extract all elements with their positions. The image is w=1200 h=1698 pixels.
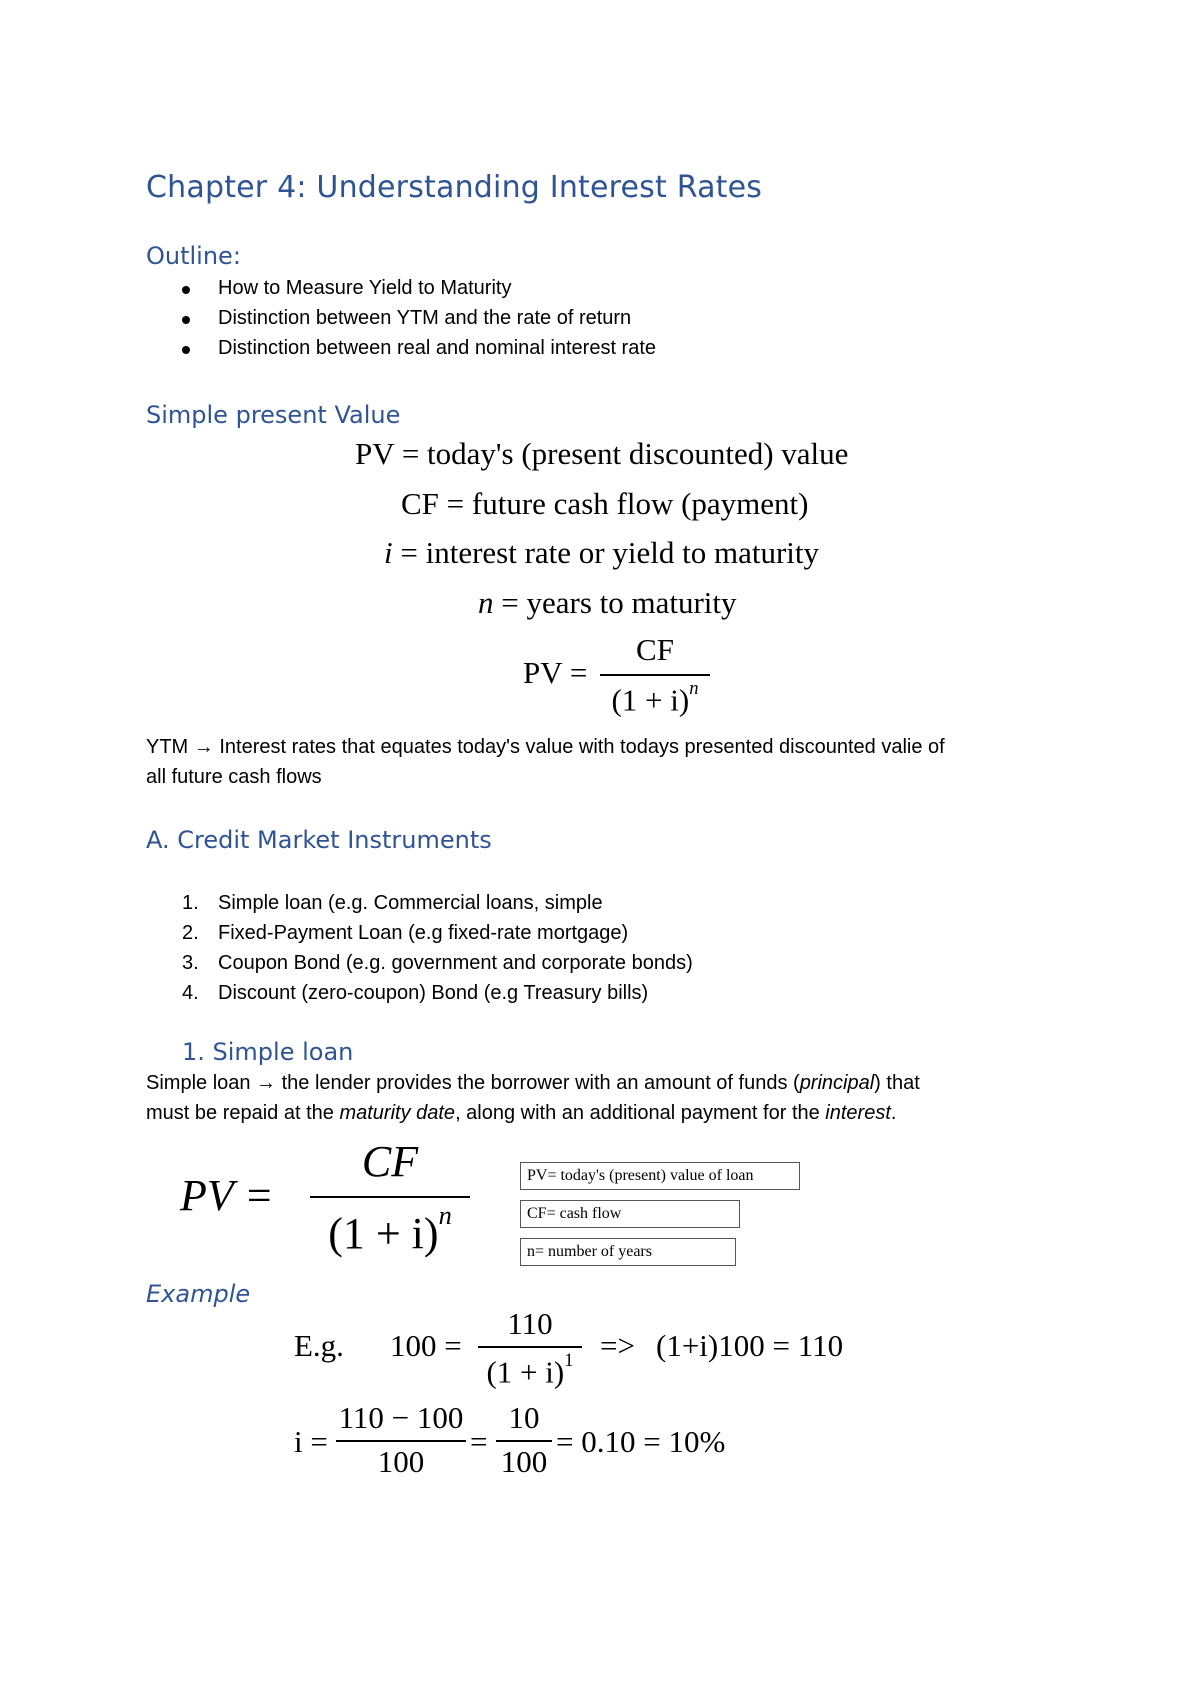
bullet-icon — [182, 286, 190, 294]
bullet-icon — [182, 346, 190, 354]
ytm-definition-line-2: all future cash flows — [146, 766, 322, 788]
page-title: Chapter 4: Understanding Interest Rates — [146, 170, 763, 205]
example-heading: Example — [146, 1280, 251, 1308]
example-fraction-2 — [496, 1400, 552, 1480]
example-result: = 0.10 = 10% — [556, 1424, 726, 1459]
example-eg-label: E.g. — [294, 1328, 344, 1363]
credit-instruments-list — [182, 888, 982, 1008]
cf-legend-box: CF= cash flow — [520, 1200, 740, 1228]
example-arrow: => — [600, 1328, 635, 1363]
fraction-numerator: CF — [636, 632, 674, 667]
pv-legend-box: PV= today's (present) value of loan — [520, 1162, 800, 1190]
fraction-denominator: $(1 + i)^n$ — [328, 1200, 452, 1258]
credit-market-heading: A. Credit Market Instruments — [146, 826, 492, 854]
simple-loan-line-1: Simple loan → the lender provides the borrower with an amount of funds (principal) that — [146, 1072, 920, 1094]
list-item: 2. Fixed-Payment Loan (e.g fixed-rate mortgage) — [182, 922, 629, 944]
list-item: 1. Simple loan (e.g. Commercial loans, simple — [182, 892, 603, 914]
outline-heading: Outline: — [146, 242, 241, 270]
pv-formula-fraction — [600, 632, 710, 718]
example-lhs: 100 = — [390, 1328, 462, 1363]
simple-loan-line-2: must be repaid at the maturity date, along with an additional payment for the interest. — [146, 1102, 897, 1124]
list-item: Distinction between real and nominal interest rate — [182, 333, 982, 363]
definition-pv: PV = today's (present discounted) value — [355, 436, 849, 471]
simple-loan-heading: 1. Simple loan — [182, 1038, 354, 1066]
example-equals: = — [470, 1424, 488, 1459]
fraction-numerator: 110 − 100 — [338, 1400, 464, 1435]
example-i-lhs: i = — [294, 1424, 328, 1459]
bullet-icon — [182, 316, 190, 324]
pv-formula-lhs: PV = — [523, 655, 588, 690]
example-fraction — [478, 1306, 582, 1390]
fraction-denominator: 100 — [500, 1444, 548, 1479]
list-item: 4. Discount (zero-coupon) Bond (e.g Treasury bills) — [182, 982, 649, 1004]
loan-formula-fraction — [310, 1136, 470, 1256]
definition-cf: CF = future cash flow (payment) — [401, 486, 809, 521]
loan-formula-lhs: PV = — [180, 1171, 274, 1220]
ytm-definition-line-1: YTM → Interest rates that equates today's value with todays presented discounted valie of — [146, 736, 945, 758]
list-item: 3. Coupon Bond (e.g. government and corporate bonds) — [182, 952, 693, 974]
definition-i: i = interest rate or yield to maturity — [384, 535, 820, 570]
fraction-numerator: 110 — [507, 1306, 553, 1341]
fraction-numerator: 10 — [508, 1400, 540, 1435]
simple-present-value-heading: Simple present Value — [146, 401, 401, 429]
list-item: Distinction between YTM and the rate of return — [182, 303, 982, 333]
fraction-denominator: 100 — [377, 1444, 425, 1479]
fraction-denominator: $(1 + i)^1$ — [486, 1350, 574, 1390]
definition-n: n = years to maturity — [478, 585, 737, 620]
outline-list — [182, 273, 982, 363]
example-fraction-1 — [336, 1400, 466, 1480]
fraction-denominator: $(1 + i)^n$ — [611, 678, 699, 718]
fraction-numerator: CF — [361, 1137, 419, 1186]
example-rhs: (1+i)100 = 110 — [656, 1328, 844, 1363]
list-item: How to Measure Yield to Maturity — [182, 273, 982, 303]
n-legend-box: n= number of years — [520, 1238, 736, 1266]
